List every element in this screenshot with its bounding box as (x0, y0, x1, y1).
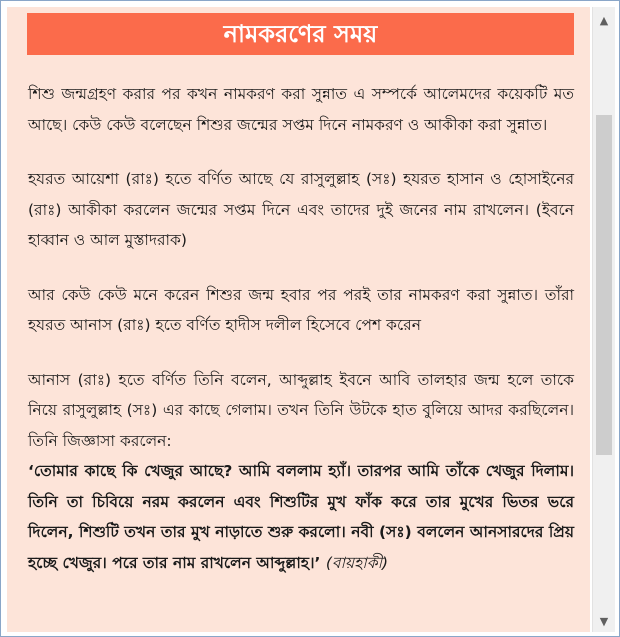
vertical-scrollbar[interactable] (592, 7, 615, 632)
hadith-source: (বায়হাকী) (325, 553, 389, 572)
paragraph-3: আর কেউ কেউ মনে করেন শিশুর জন্ম হবার পর পরই তার নামকরণ করা সুন্নাত। তাঁরা হযরত আনাস (রাঃ) হতে বর্ণিত হাদীস দলীল হিসেবে পেশ করেন (28, 285, 574, 334)
article-body (28, 79, 574, 602)
hadith-quote (28, 456, 574, 578)
paragraph-4: আনাস (রাঃ) হতে বর্ণিত তিনি বলেন, আব্দুল্লাহ ইবনে আবি তালহার জন্ম হলে তাকে নিয়ে রাসুলুল্লাহ (সঃ) এর কাছে গেলাম। তখন তিনি উটকে হাত বুলিয়ে আদর করছিলেন। তিনি জিজ্ঞাসা করলেন: (28, 370, 574, 450)
page-title: নামকরণের সময় (223, 20, 378, 48)
hadith-quote-text: ‘তোমার কাছে কি খেজুর আছে? আমি বললাম হ্যাঁ। তারপর আমি তাঁকে খেজুর দিলাম। তিনি তা চিবিয়ে নরম করলেন এবং শিশুটির মুখ ফাঁক করে তার মুখের ভিতর ভরে দিলেন, শিশুটি তখন তার মুখ নাড়াতে শুরু করলো। নবী (সঃ) বললেন আনসারদের প্রিয় হচ্ছে খেজুর। পরে তার নাম রাখলেন আব্দুল্লাহ।’ (28, 462, 574, 572)
paragraph-1: শিশু জন্মগ্রহণ করার পর কখন নামকরণ করা সুন্নাত এ সম্পর্কে আলেমদের কয়েকটি মত আছে। কেউ কেউ বলেছেন শিশুর জন্মের সপ্তম দিনে নামকরণ ও আকীকা করা সুন্নাত। (28, 85, 574, 134)
content-viewport (7, 7, 590, 632)
paragraph-2: হযরত আয়েশা (রাঃ) হতে বর্ণিত আছে যে রাসুলুল্লাহ (সঃ) হযরত হাসান ও হোসাইনের (রাঃ) আকীকা করলেন জন্মের সপ্তম দিনে এবং তাদের দুই জনের নাম রাখলেন। (ইবনে হাব্বান ও আল মুস্তাদরাক) (28, 170, 574, 249)
title-banner (27, 13, 574, 55)
scroll-down-arrow-icon[interactable]: ▼ (599, 614, 609, 628)
scrollbar-thumb[interactable] (596, 115, 612, 455)
scroll-up-arrow-icon[interactable]: ▲ (599, 13, 609, 27)
